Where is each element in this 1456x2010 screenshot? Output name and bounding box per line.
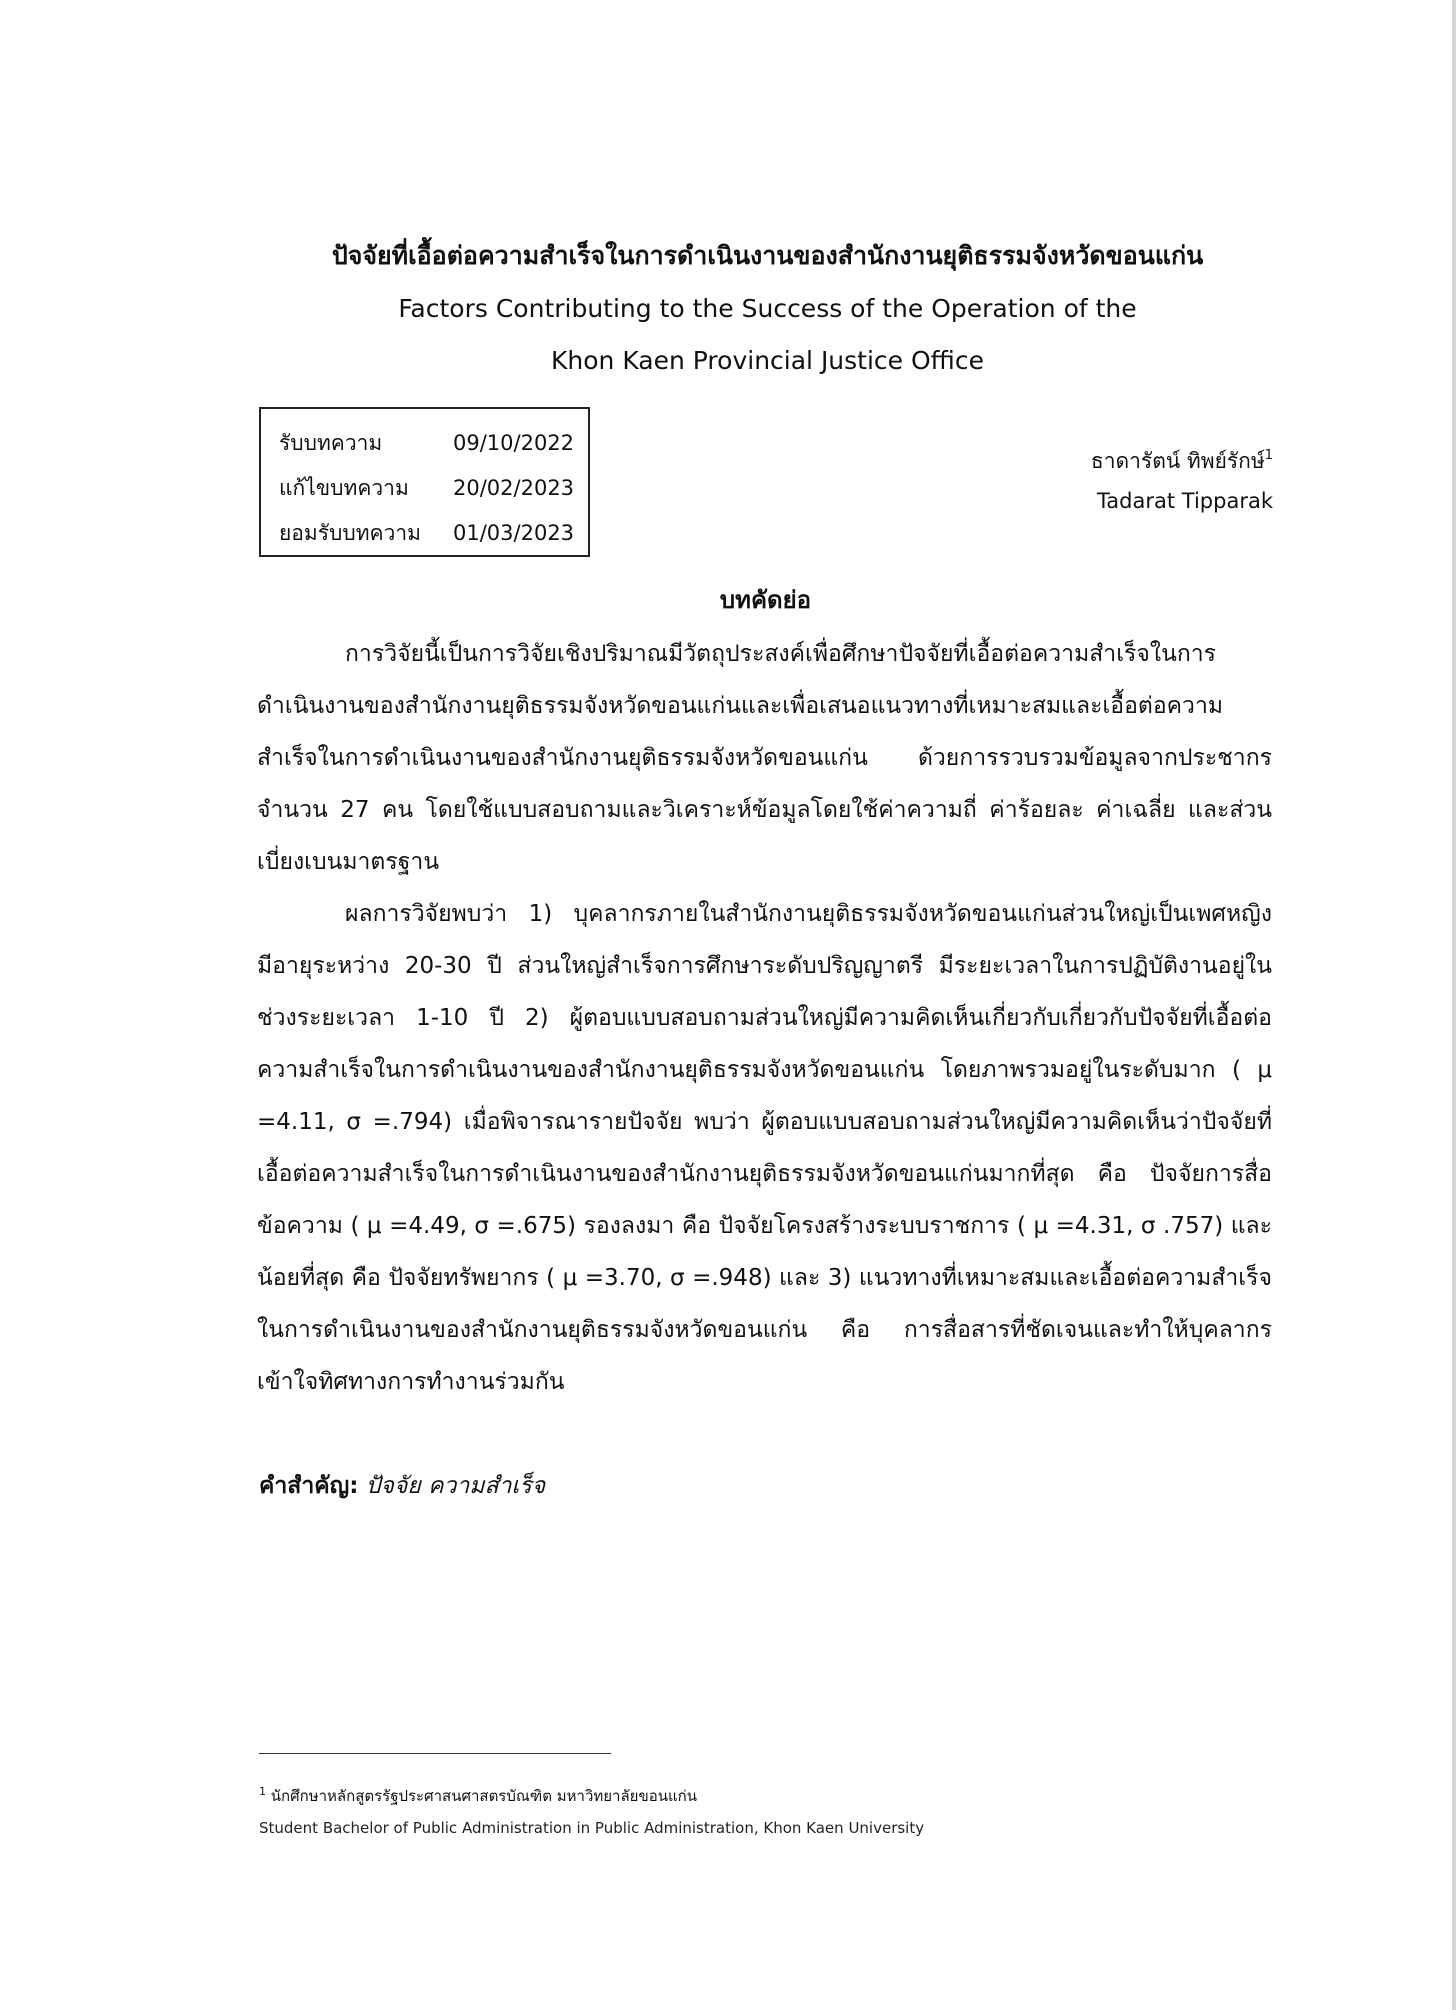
keywords-label: คำสำคัญ: <box>259 1473 359 1499</box>
title-english-line1: Factors Contributing to the Success of the Operation of the <box>398 294 1137 323</box>
page-edge <box>1452 0 1456 2010</box>
revised-label: แก้ไขบทความ <box>279 476 409 500</box>
revised-date-row <box>279 468 579 508</box>
revised-date: 20/02/2023 <box>453 476 575 500</box>
accepted-date-row <box>279 513 579 553</box>
article-dates-box <box>259 407 590 557</box>
received-label: รับบทความ <box>279 431 383 455</box>
abstract-paragraph-2: ผลการวิจัยพบว่า 1) บุคลากรภายในสำนักงานยุติธรรมจังหวัดขอนแก่นส่วนใหญ่เป็นเพศหญิง มีอายุระหว่าง 20-30 ปี ส่วนใหญ่สำเร็จการศึกษาระดับปริญญาตรี มีระยะเวลาในการปฏิบัติงานอยู่ในช่วงระยะเวลา 1-10 ปี 2) ผู้ตอบแบบสอบถามส่วนใหญ่มีความคิดเห็นเกี่ยวกับเกี่ยวกับปัจจัยที่เอื้อต่อความสำเร็จในการดำเนินงานของสำนักงานยุติธรรมจังหวัดขอนแก่น โดยภาพรวมอยู่ในระดับมาก ( μ =4.11, σ =.794) เมื่อพิจารณารายปัจจัย พบว่า ผู้ตอบแบบสอบถามส่วนใหญ่มีความคิดเห็นว่าปัจจัยที่เอื้อต่อความสำเร็จในการดำเนินงานของสำนักงานยุติธรรมจังหวัดขอนแก่นมากที่สุด คือ ปัจจัยการสื่อข้อความ ( μ =4.49, σ =.675) รองลงมา คือ ปัจจัยโครงสร้างระบบราชการ ( μ =4.31, σ .757) และน้อยที่สุด คือ ปัจจัยทรัพยากร ( μ =3.70, σ =.948) และ 3) แนวทางที่เหมาะสมและเอื้อต่อความสำเร็จในการดำเนินงานของสำนักงานยุติธรรมจังหวัดขอนแก่น คือ การสื่อสารที่ชัดเจนและทำให้บุคลากรเข้าใจทิศทางการทำงานร่วมกัน <box>257 901 1272 1395</box>
author-thai-text: ธาดารัตน์ ทิพย์รักษ์ <box>1090 449 1265 473</box>
abstract-heading: บทคัดย่อ <box>719 586 812 614</box>
received-date: 09/10/2022 <box>453 431 575 455</box>
author-name-english: Tadarat Tipparak <box>1096 489 1273 513</box>
accepted-label: ยอมรับบทความ <box>279 521 422 545</box>
footnote-divider <box>259 1753 611 1754</box>
footnote-mark: 1 <box>259 1785 266 1798</box>
author-footnote-mark: 1 <box>1264 448 1273 463</box>
received-date-row <box>279 423 579 463</box>
title-english-line2: Khon Kaen Provincial Justice Office <box>551 346 984 375</box>
footnote-thai-text: นักศึกษาหลักสูตรรัฐประศาสนศาสตรบัณฑิต มหาวิทยาลัยขอนแก่น <box>270 1787 697 1805</box>
keywords-line <box>259 1466 545 1506</box>
title-thai: ปัจจัยที่เอื้อต่อความสำเร็จในการดำเนินงานของสำนักงานยุติธรรมจังหวัดขอนแก่น <box>331 241 1204 270</box>
footnote-english: Student Bachelor of Public Administration in Public Administration, Khon Kaen University <box>259 1819 925 1837</box>
accepted-date: 01/03/2023 <box>453 521 575 545</box>
abstract-paragraph-1: การวิจัยนี้เป็นการวิจัยเชิงปริมาณมีวัตถุประสงค์เพื่อศึกษาปัจจัยที่เอื้อต่อความสำเร็จในการดำเนินงานของสำนักงานยุติธรรมจังหวัดขอนแก่นและเพื่อเสนอแนวทางที่เหมาะสมและเอื้อต่อความสำเร็จในการดำเนินงานของสำนักงานยุติธรรมจังหวัดขอนแก่น ด้วยการรวบรวมข้อมูลจากประชากรจำนวน 27 คน โดยใช้แบบสอบถามและวิเคราะห์ข้อมูลโดยใช้ค่าความถี่ ค่าร้อยละ ค่าเฉลี่ย และส่วนเบี่ยงเบนมาตรฐาน <box>257 641 1272 875</box>
footnote-thai <box>259 1780 697 1808</box>
keywords-values: ปัจจัย ความสำเร็จ <box>365 1473 546 1499</box>
author-name-thai <box>1091 436 1273 481</box>
